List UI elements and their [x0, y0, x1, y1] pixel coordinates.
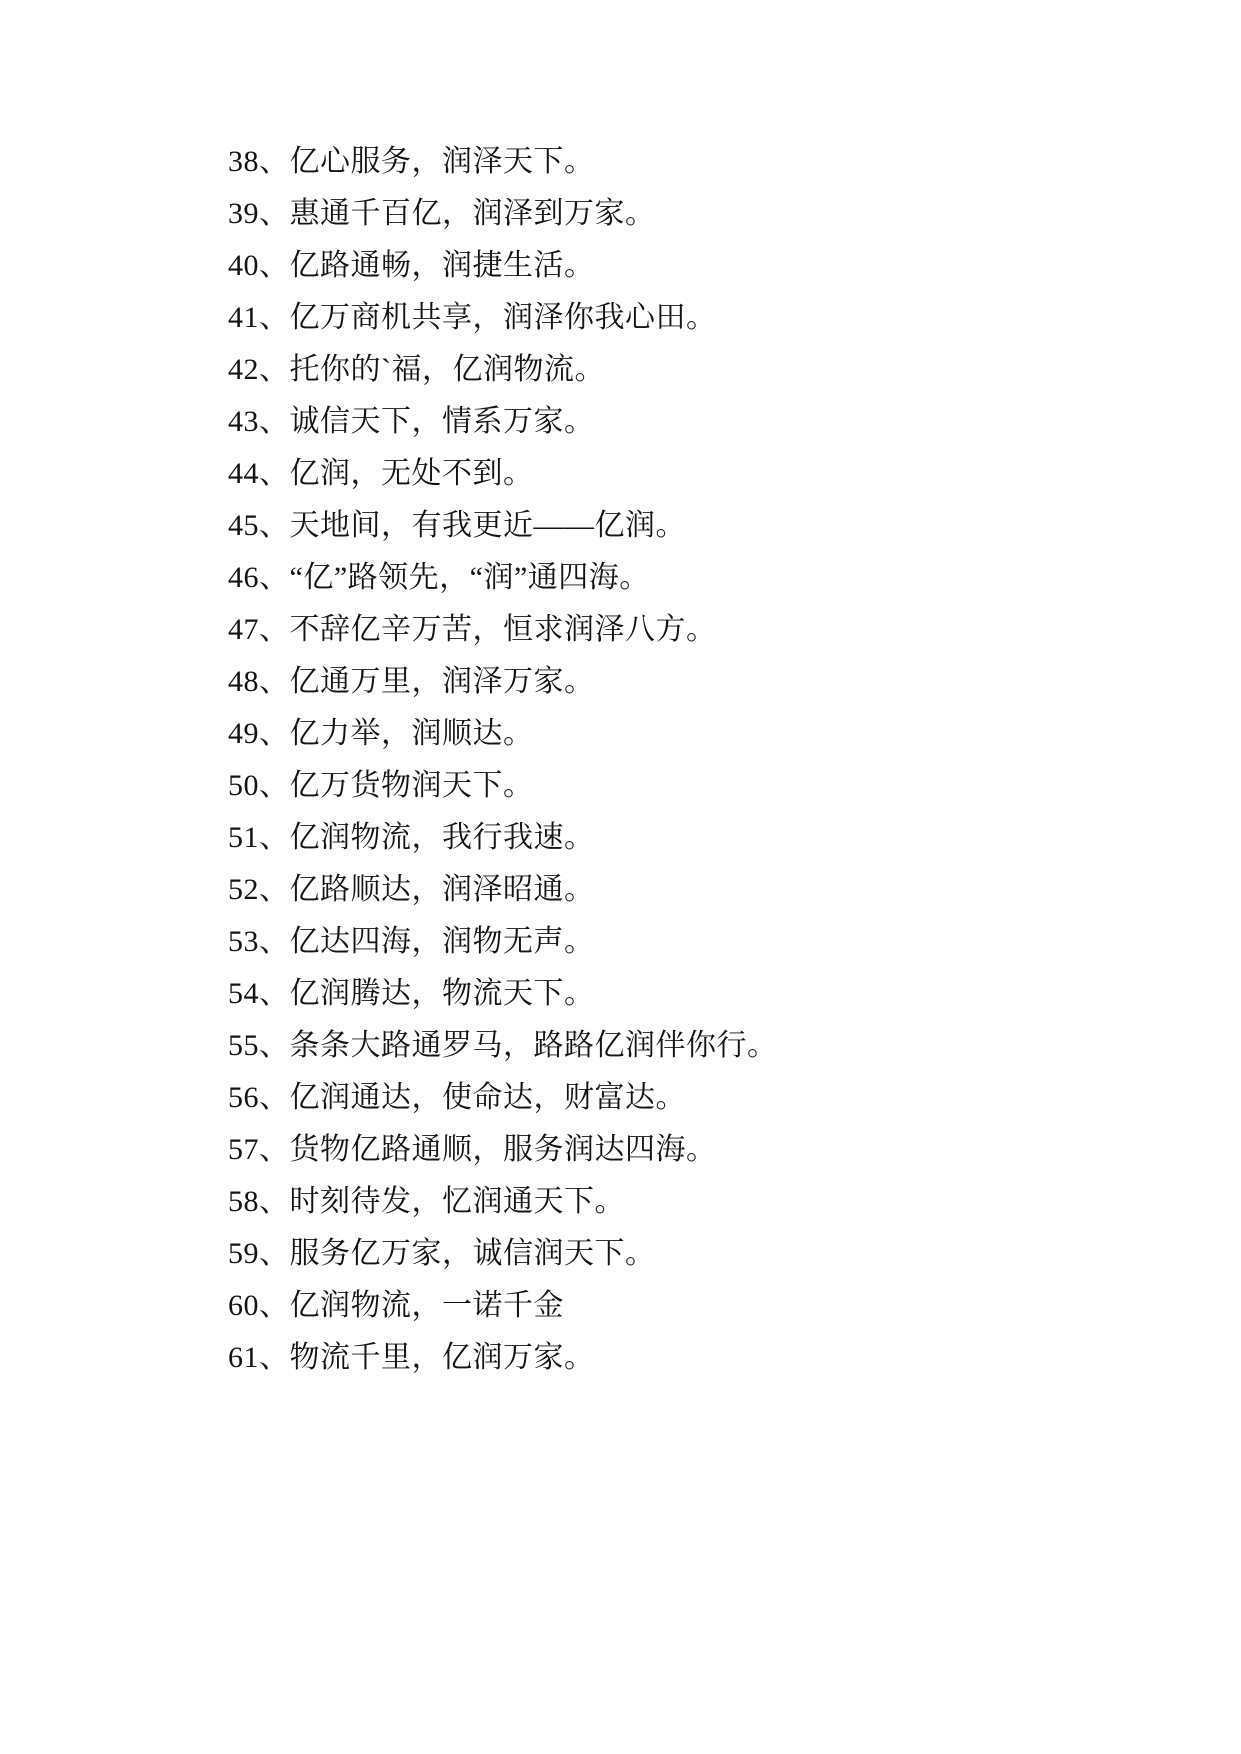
list-item: 44、亿润，无处不到。 [228, 457, 534, 490]
list-item: 55、条条大路通罗马，路路亿润伴你行。 [228, 1029, 778, 1062]
list-item: 60、亿润物流，一诺千金 [228, 1289, 564, 1322]
list-item: 51、亿润物流，我行我速。 [228, 821, 595, 854]
list-item: 52、亿路顺达，润泽昭通。 [228, 873, 595, 906]
slogan-list [228, 136, 1091, 1384]
list-item: 54、亿润腾达，物流天下。 [228, 977, 595, 1010]
list-item: 50、亿万货物润天下。 [228, 769, 534, 802]
list-item: 53、亿达四海，润物无声。 [228, 925, 595, 958]
list-item: 61、物流千里，亿润万家。 [228, 1341, 595, 1374]
list-item: 47、不辞亿辛万苦，恒求润泽八方。 [228, 613, 717, 646]
list-item: 41、亿万商机共享，润泽你我心田。 [228, 301, 717, 334]
list-item: 38、亿心服务，润泽天下。 [228, 145, 595, 178]
list-item: 48、亿通万里，润泽万家。 [228, 665, 595, 698]
list-item: 39、惠通千百亿，润泽到万家。 [228, 197, 656, 230]
list-item: 46、“亿”路领先，“润”通四海。 [228, 561, 650, 594]
list-item: 56、亿润通达，使命达，财富达。 [228, 1081, 686, 1114]
list-item: 43、诚信天下，情系万家。 [228, 405, 595, 438]
list-item: 42、托你的`福，亿润物流。 [228, 353, 605, 386]
list-item: 58、时刻待发，忆润通天下。 [228, 1185, 625, 1218]
list-item: 59、服务亿万家，诚信润天下。 [228, 1237, 656, 1270]
list-item: 57、货物亿路通顺，服务润达四海。 [228, 1133, 717, 1166]
list-item: 40、亿路通畅，润捷生活。 [228, 249, 595, 282]
list-item: 49、亿力举，润顺达。 [228, 717, 534, 750]
list-item: 45、天地间，有我更近——亿润。 [228, 509, 686, 542]
